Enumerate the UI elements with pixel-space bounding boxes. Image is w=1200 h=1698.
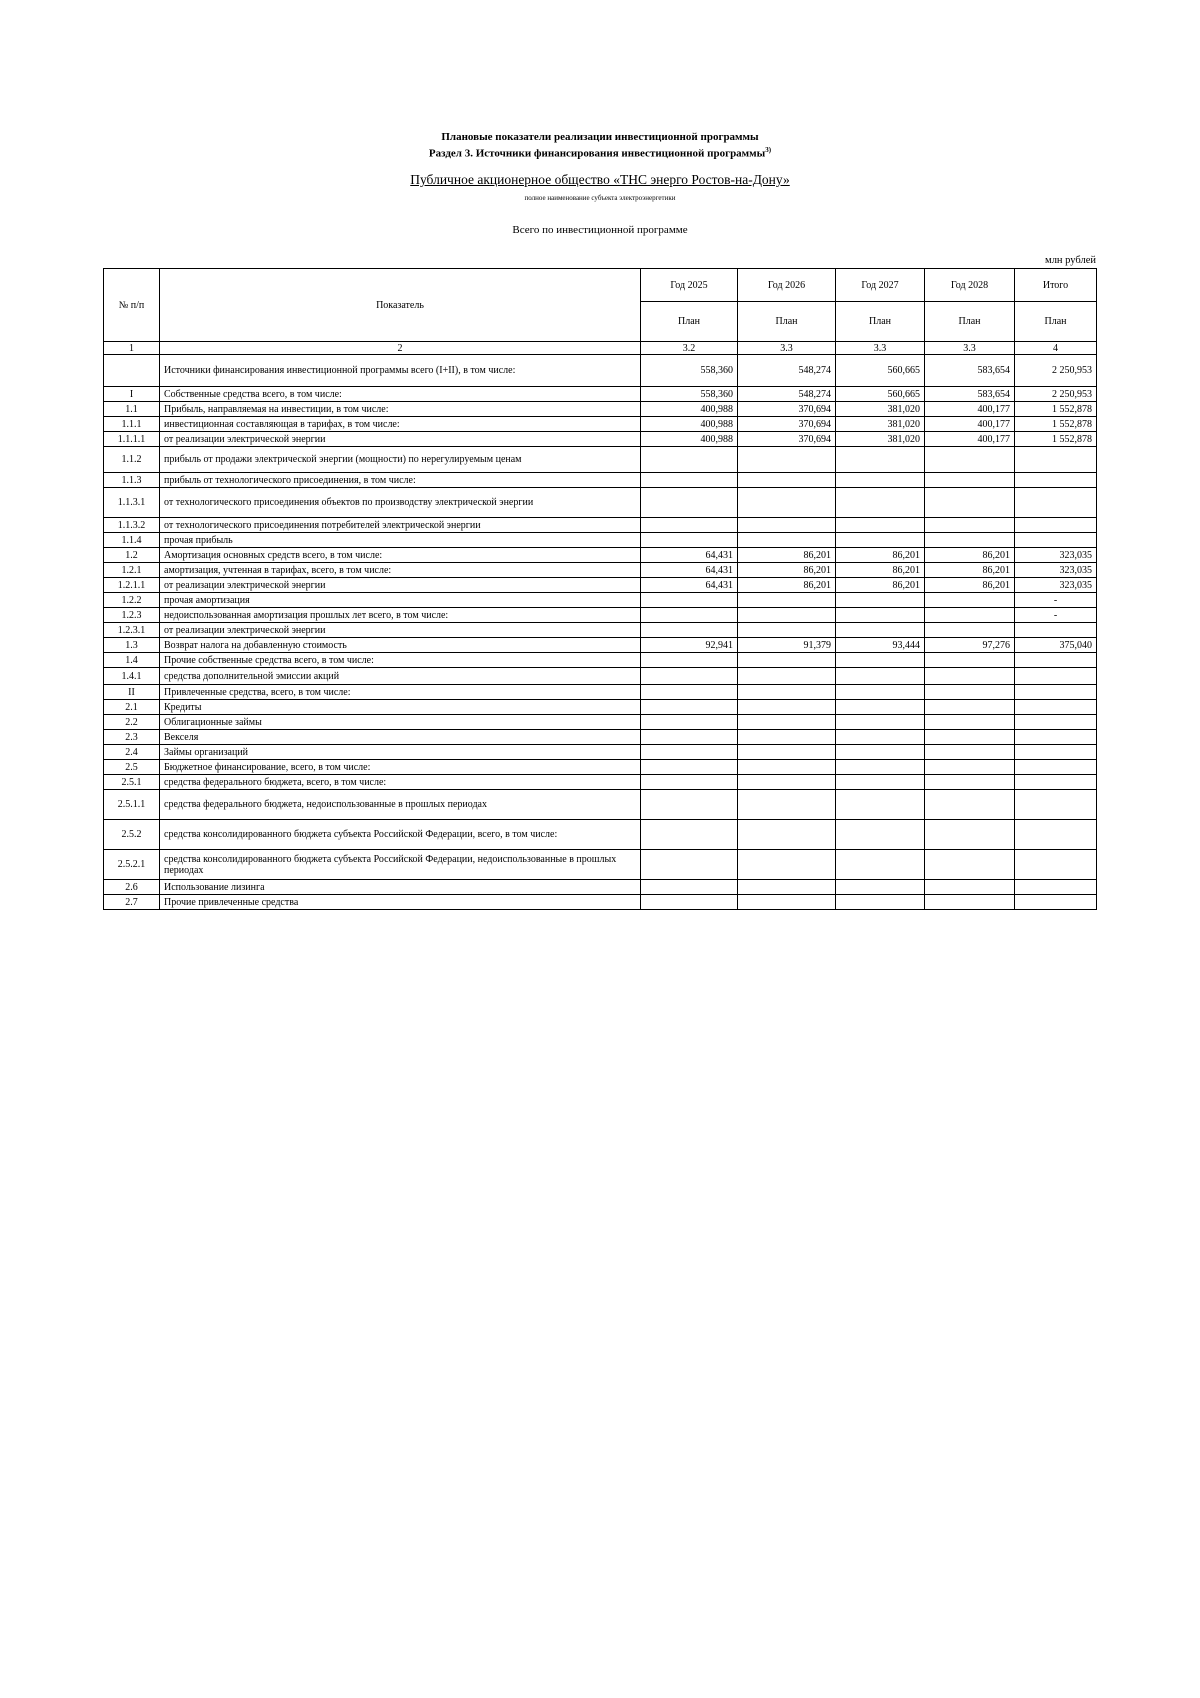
row-total [1015,668,1097,685]
row-value [925,593,1015,608]
row-value [836,820,925,850]
row-value: 381,020 [836,432,925,447]
row-indicator: Амортизация основных средств всего, в том числе: [160,548,641,563]
row-indicator: Возврат налога на добавленную стоимость [160,638,641,653]
index-cell: 3.3 [836,342,925,355]
row-value: 558,360 [641,387,738,402]
row-total [1015,715,1097,730]
row-indicator: прибыль от продажи электрической энергии (мощности) по нерегулируемым ценам [160,447,641,473]
row-value [738,850,836,880]
row-value [738,593,836,608]
row-value [925,685,1015,700]
row-value [836,533,925,548]
row-total [1015,473,1097,488]
table-row [104,548,1097,563]
row-indicator: от технологического присоединения объектов по производству электрической энергии [160,488,641,518]
row-value [836,488,925,518]
row-value: 583,654 [925,387,1015,402]
row-value: 400,177 [925,402,1015,417]
row-number: 1.2.3 [104,608,160,623]
row-number: 1.1.2 [104,447,160,473]
row-number: 1.2.3.1 [104,623,160,638]
row-value [925,745,1015,760]
row-number: 1.1.1 [104,417,160,432]
row-indicator: Бюджетное финансирование, всего, в том числе: [160,760,641,775]
row-value: 400,988 [641,417,738,432]
row-total: 1 552,878 [1015,432,1097,447]
table-row [104,432,1097,447]
row-value: 370,694 [738,432,836,447]
row-total [1015,820,1097,850]
header-plan: План [738,302,836,342]
row-value: 86,201 [738,563,836,578]
row-total [1015,880,1097,895]
row-value [641,685,738,700]
financing-sources-table [103,268,1097,910]
row-value: 381,020 [836,402,925,417]
table-row [104,880,1097,895]
row-value [925,730,1015,745]
row-value [836,447,925,473]
row-number: 2.7 [104,895,160,910]
row-value [641,880,738,895]
index-cell: 3.3 [925,342,1015,355]
row-indicator: прочая амортизация [160,593,641,608]
header-year: Год 2027 [836,269,925,302]
header-name: Показатель [160,269,641,342]
table-row [104,387,1097,402]
scope-label: Всего по инвестиционной программе [512,224,688,236]
table-row [104,715,1097,730]
row-number: 1.2.1.1 [104,578,160,593]
row-total [1015,760,1097,775]
index-cell: 2 [160,342,641,355]
row-value [641,760,738,775]
row-value [641,518,738,533]
row-indicator: Векселя [160,730,641,745]
row-value: 64,431 [641,548,738,563]
row-value: 86,201 [836,548,925,563]
table-row [104,593,1097,608]
row-value [836,700,925,715]
row-total: - [1015,608,1097,623]
row-total: 1 552,878 [1015,417,1097,432]
header-plan: План [1015,302,1097,342]
table-row [104,533,1097,548]
row-value [738,715,836,730]
row-value: 64,431 [641,563,738,578]
row-value [738,533,836,548]
row-number: II [104,685,160,700]
row-indicator: Прочие привлеченные средства [160,895,641,910]
table-row [104,668,1097,685]
row-number: 1.1.3 [104,473,160,488]
row-indicator: средства федерального бюджета, недоиспользованные в прошлых периодах [160,790,641,820]
row-value [836,608,925,623]
row-value [738,488,836,518]
row-indicator: инвестиционная составляющая в тарифах, в том числе: [160,417,641,432]
row-value [641,730,738,745]
table-row [104,417,1097,432]
row-indicator: Использование лизинга [160,880,641,895]
row-number: 2.5.2.1 [104,850,160,880]
row-value [738,447,836,473]
index-cell: 1 [104,342,160,355]
row-value [738,623,836,638]
row-value [925,608,1015,623]
row-value [738,775,836,790]
row-value [836,518,925,533]
row-number: 1.2.2 [104,593,160,608]
row-value [641,895,738,910]
row-value [925,775,1015,790]
row-value: 86,201 [738,578,836,593]
row-value [641,790,738,820]
header-total: Итого [1015,269,1097,302]
row-value: 370,694 [738,417,836,432]
table-row [104,578,1097,593]
row-indicator: амортизация, учтенная в тарифах, всего, в том числе: [160,563,641,578]
table-row [104,473,1097,488]
row-total [1015,850,1097,880]
row-indicator: Облигационные займы [160,715,641,730]
row-indicator: от реализации электрической энергии [160,623,641,638]
row-number: 1.1.3.2 [104,518,160,533]
row-value: 400,177 [925,417,1015,432]
row-total [1015,895,1097,910]
row-number: 2.6 [104,880,160,895]
row-indicator: средства консолидированного бюджета субъекта Российской Федерации, всего, в том числе: [160,820,641,850]
row-value [836,760,925,775]
table-row [104,685,1097,700]
row-value: 86,201 [738,548,836,563]
row-indicator: средства консолидированного бюджета субъекта Российской Федерации, недоиспользованные в прошлых периодах [160,850,641,880]
table-row [104,638,1097,653]
footnote-mark: 3) [765,146,772,154]
row-total [1015,775,1097,790]
row-value: 548,274 [738,355,836,387]
index-cell: 3.3 [738,342,836,355]
table-row [104,447,1097,473]
row-value [925,880,1015,895]
row-total: 2 250,953 [1015,387,1097,402]
row-value [641,447,738,473]
row-value [738,668,836,685]
row-total: 323,035 [1015,563,1097,578]
row-value [641,653,738,668]
row-value [836,685,925,700]
row-value [738,700,836,715]
row-value [836,790,925,820]
row-value: 400,988 [641,432,738,447]
row-value [738,895,836,910]
row-value [925,790,1015,820]
row-value [925,518,1015,533]
row-value [641,775,738,790]
row-value [738,473,836,488]
row-number: 1.1.1.1 [104,432,160,447]
row-value [641,623,738,638]
row-value [836,593,925,608]
row-total: 1 552,878 [1015,402,1097,417]
header-num: № п/п [104,269,160,342]
table-row [104,653,1097,668]
row-value [836,745,925,760]
row-value [925,623,1015,638]
row-number: 2.2 [104,715,160,730]
row-value [641,820,738,850]
row-total [1015,730,1097,745]
row-value [738,653,836,668]
organization-name [0,172,1200,188]
row-value [925,653,1015,668]
row-indicator: прочая прибыль [160,533,641,548]
header-year: Год 2026 [738,269,836,302]
row-value: 86,201 [925,563,1015,578]
section-title-text: Раздел 3. Источники финансирования инвестиционной программы [428,147,766,160]
row-value [738,685,836,700]
organization-caption: полное наименование субъекта электроэнергетики [524,194,676,202]
row-value [836,880,925,895]
row-value: 548,274 [738,387,836,402]
row-value [738,760,836,775]
table-row [104,790,1097,820]
row-total: 323,035 [1015,548,1097,563]
header-plan: План [836,302,925,342]
row-value: 558,360 [641,355,738,387]
row-indicator: средства дополнительной эмиссии акций [160,668,641,685]
table-row [104,355,1097,387]
row-value [925,447,1015,473]
row-value [836,775,925,790]
row-total [1015,700,1097,715]
row-value [641,593,738,608]
table-row [104,488,1097,518]
row-number: I [104,387,160,402]
table-row [104,895,1097,910]
header-plan: План [925,302,1015,342]
table-row [104,563,1097,578]
row-number: 1.3 [104,638,160,653]
row-total [1015,790,1097,820]
row-number: 1.1.3.1 [104,488,160,518]
header-index-row [104,342,1097,355]
table-row [104,518,1097,533]
row-value [925,850,1015,880]
row-indicator: от реализации электрической энергии [160,578,641,593]
header-year: Год 2025 [641,269,738,302]
row-indicator: от технологического присоединения потребителей электрической энергии [160,518,641,533]
row-value [836,850,925,880]
row-value [641,745,738,760]
row-indicator: недоиспользованная амортизация прошлых лет всего, в том числе: [160,608,641,623]
row-value [925,488,1015,518]
row-indicator: Займы организаций [160,745,641,760]
document-title: Плановые показатели реализации инвестиционной программы [441,131,759,143]
row-value [836,895,925,910]
table-row [104,730,1097,745]
row-number: 2.5 [104,760,160,775]
row-number: 2.1 [104,700,160,715]
row-value: 86,201 [836,578,925,593]
table-row [104,820,1097,850]
row-value: 583,654 [925,355,1015,387]
row-value [738,608,836,623]
row-value [641,850,738,880]
row-total [1015,623,1097,638]
table-row [104,608,1097,623]
row-total [1015,533,1097,548]
table-body [104,269,1097,910]
row-value [836,473,925,488]
row-value [836,715,925,730]
row-total [1015,488,1097,518]
row-indicator: Прочие собственные средства всего, в том числе: [160,653,641,668]
table-row [104,745,1097,760]
header-year: Год 2028 [925,269,1015,302]
row-value: 400,988 [641,402,738,417]
row-value [641,488,738,518]
row-value [925,895,1015,910]
row-value: 93,444 [836,638,925,653]
row-number: 2.5.1 [104,775,160,790]
organization-name-text: Публичное акционерное общество «ТНС энерго Ростов-на-Дону» [410,172,790,187]
row-total: 2 250,953 [1015,355,1097,387]
row-indicator: от реализации электрической энергии [160,432,641,447]
table-row [104,760,1097,775]
row-value [925,760,1015,775]
row-indicator: Собственные средства всего, в том числе: [160,387,641,402]
row-number: 2.5.1.1 [104,790,160,820]
row-value: 91,379 [738,638,836,653]
table-row [104,402,1097,417]
row-value [925,715,1015,730]
row-total [1015,447,1097,473]
header-plan: План [641,302,738,342]
row-number: 1.1.4 [104,533,160,548]
row-value: 92,941 [641,638,738,653]
row-value [738,790,836,820]
row-value: 86,201 [925,548,1015,563]
row-number: 2.3 [104,730,160,745]
row-value [925,820,1015,850]
row-number: 2.5.2 [104,820,160,850]
row-value [738,820,836,850]
row-number: 1.1 [104,402,160,417]
row-value [738,880,836,895]
row-value: 560,665 [836,387,925,402]
row-value [836,730,925,745]
row-total [1015,653,1097,668]
row-indicator: средства федерального бюджета, всего, в том числе: [160,775,641,790]
row-value [925,700,1015,715]
row-value: 64,431 [641,578,738,593]
row-total [1015,518,1097,533]
row-value [925,473,1015,488]
row-number: 1.2.1 [104,563,160,578]
row-value: 381,020 [836,417,925,432]
section-title [0,146,1200,160]
row-indicator: Источники финансирования инвестиционной программы всего (I+II), в том числе: [160,355,641,387]
row-value [925,533,1015,548]
row-value: 370,694 [738,402,836,417]
row-value: 86,201 [836,563,925,578]
row-value [641,700,738,715]
index-cell: 4 [1015,342,1097,355]
row-total: 323,035 [1015,578,1097,593]
row-number: 1.4.1 [104,668,160,685]
row-number [104,355,160,387]
row-total: - [1015,593,1097,608]
row-total [1015,685,1097,700]
row-number: 1.2 [104,548,160,563]
unit-label: млн рублей [1045,255,1096,266]
header-row-years [104,269,1097,302]
row-indicator: Прибыль, направляемая на инвестиции, в том числе: [160,402,641,417]
row-total: 375,040 [1015,638,1097,653]
table-row [104,700,1097,715]
row-value [641,715,738,730]
row-value [641,533,738,548]
row-number: 1.4 [104,653,160,668]
row-total [1015,745,1097,760]
row-value: 400,177 [925,432,1015,447]
row-indicator: Кредиты [160,700,641,715]
row-value [925,668,1015,685]
row-value [738,745,836,760]
table-row [104,850,1097,880]
row-value: 86,201 [925,578,1015,593]
row-value [641,473,738,488]
row-value [738,730,836,745]
row-value [738,518,836,533]
row-number: 2.4 [104,745,160,760]
index-cell: 3.2 [641,342,738,355]
row-value [641,668,738,685]
row-value [641,608,738,623]
row-value [836,623,925,638]
row-value [836,653,925,668]
row-indicator: прибыль от технологического присоединения, в том числе: [160,473,641,488]
table-row [104,775,1097,790]
table-row [104,623,1097,638]
row-indicator: Привлеченные средства, всего, в том числе: [160,685,641,700]
row-value: 560,665 [836,355,925,387]
row-value [836,668,925,685]
row-value: 97,276 [925,638,1015,653]
